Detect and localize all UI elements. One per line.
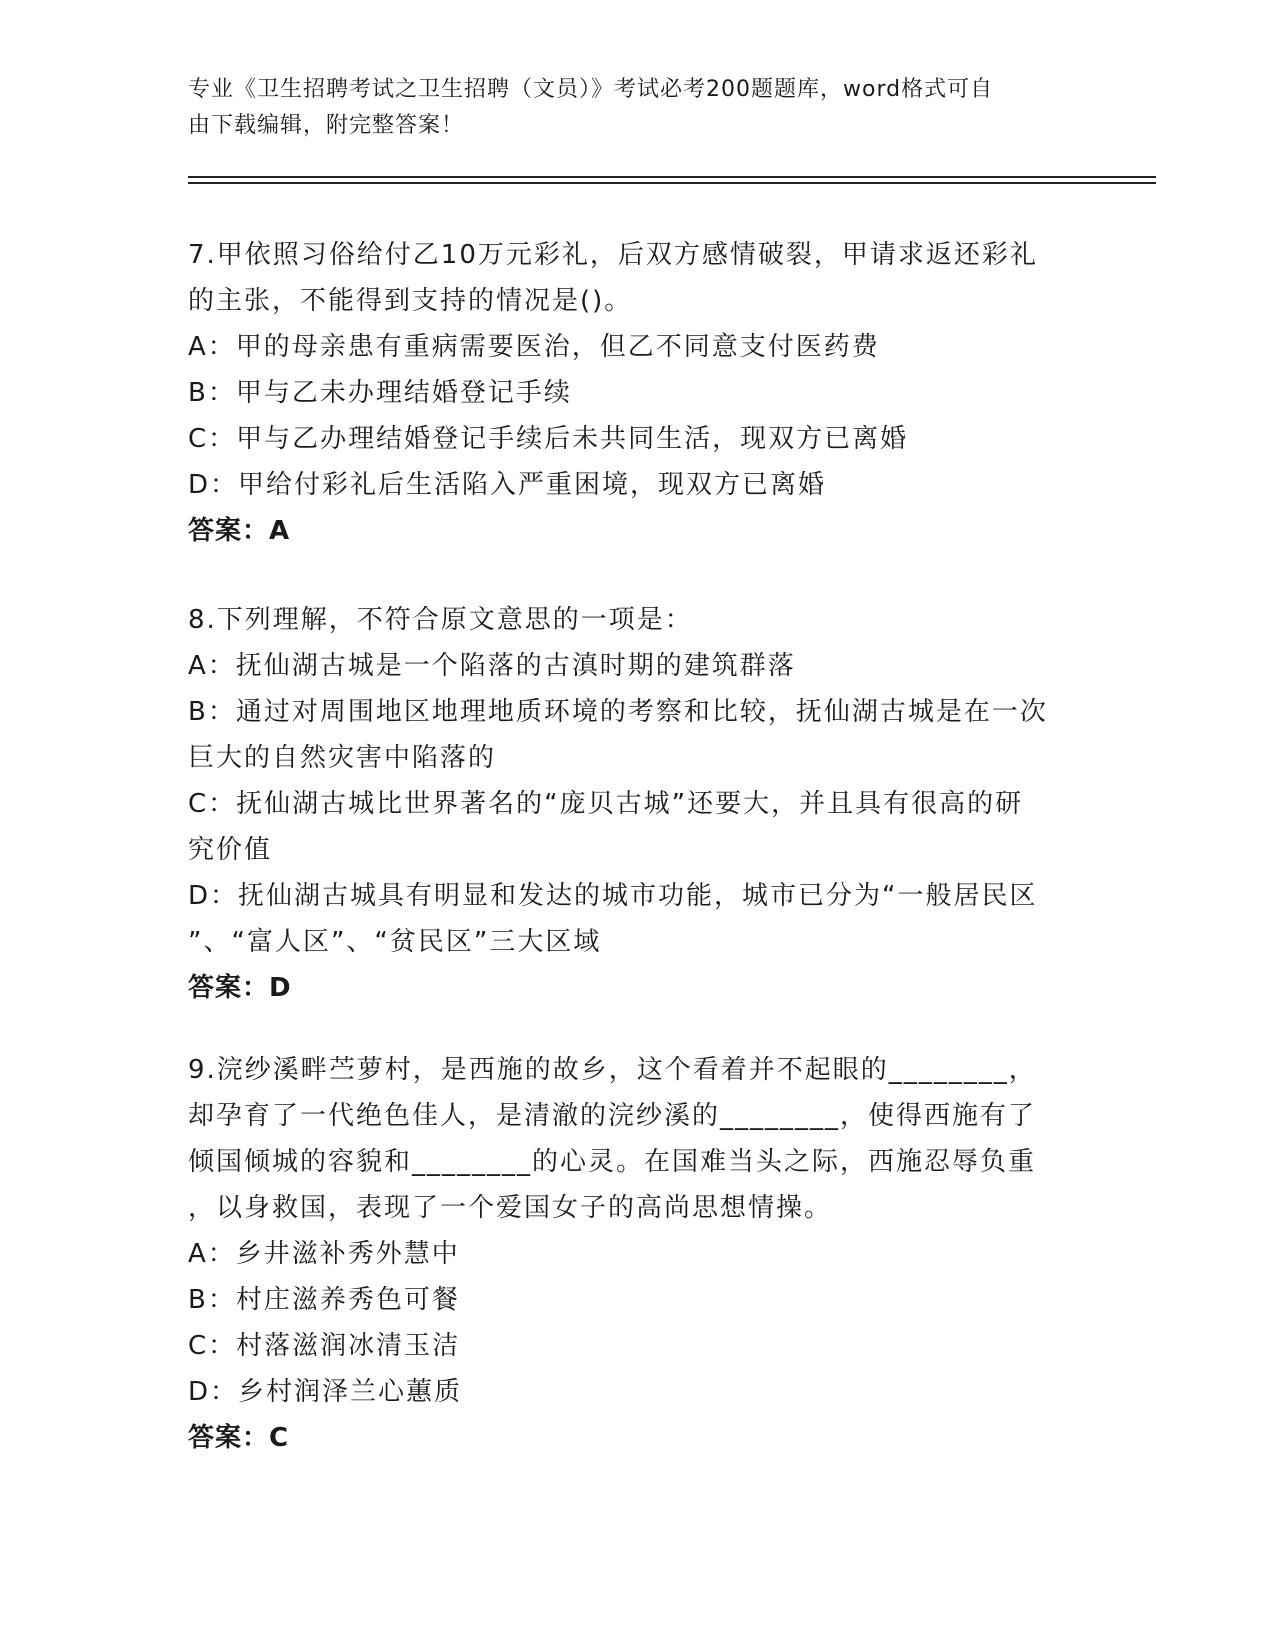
option-b-continued: 巨大的自然灾害中陷落的	[188, 743, 497, 773]
option-a: A：乡井滋补秀外慧中	[188, 1239, 460, 1269]
header-divider	[188, 176, 1156, 178]
question-stem-line: 倾国倾城的容貌和________的心灵。在国难当头之际，西施忍辱负重	[188, 1147, 1037, 1177]
question-8	[188, 597, 1088, 1011]
question-stem-line: 7.甲依照习俗给付乙10万元彩礼，后双方感情破裂，甲请求返还彩礼	[188, 240, 1038, 270]
document-header	[188, 72, 1068, 144]
option-c-continued: 究价值	[188, 835, 273, 865]
option-c: C：抚仙湖古城比世界著名的“庞贝古城”还要大，并且具有很高的研	[188, 789, 1024, 819]
option-d-continued: ”、“富人区”、“贫民区”三大区域	[188, 927, 602, 957]
question-9	[188, 1047, 1088, 1461]
option-b: B：通过对周围地区地理地质环境的考察和比较，抚仙湖古城是在一次	[188, 697, 1048, 727]
question-stem-line: 的主张，不能得到支持的情况是()。	[188, 286, 633, 316]
option-c: C：甲与乙办理结婚登记手续后未共同生活，现双方已离婚	[188, 424, 909, 454]
header-divider	[188, 182, 1156, 184]
question-stem-line: ，以身救国，表现了一个爱国女子的高尚思想情操。	[188, 1193, 833, 1223]
option-b: B：村庄滋养秀色可餐	[188, 1285, 460, 1315]
answer-line: 答案：D	[188, 973, 292, 1003]
answer-line: 答案：A	[188, 516, 291, 546]
option-c: C：村落滋润冰清玉洁	[188, 1331, 461, 1361]
option-d: D：乡村润泽兰心蕙质	[188, 1377, 463, 1407]
option-d: D：抚仙湖古城具有明显和发达的城市功能，城市已分为“一般居民区	[188, 881, 1038, 911]
option-a: A：抚仙湖古城是一个陷落的古滇时期的建筑群落	[188, 651, 796, 681]
question-stem-line: 9.浣纱溪畔苎萝村，是西施的故乡，这个看着并不起眼的________，	[188, 1055, 1037, 1085]
option-d: D：甲给付彩礼后生活陷入严重困境，现双方已离婚	[188, 470, 827, 500]
question-stem-line: 却孕育了一代绝色佳人，是清澈的浣纱溪的________，使得西施有了	[188, 1101, 1037, 1131]
question-7	[188, 232, 1088, 554]
question-stem-line: 8.下列理解，不符合原文意思的一项是：	[188, 605, 693, 635]
option-b: B：甲与乙未办理结婚登记手续	[188, 378, 572, 408]
option-a: A：甲的母亲患有重病需要医治，但乙不同意支付医药费	[188, 332, 880, 362]
header-line: 专业《卫生招聘考试之卫生招聘（文员）》考试必考200题题库，word格式可自	[188, 77, 994, 102]
answer-line: 答案：C	[188, 1423, 290, 1453]
header-line: 由下载编辑，附完整答案！	[188, 113, 465, 138]
